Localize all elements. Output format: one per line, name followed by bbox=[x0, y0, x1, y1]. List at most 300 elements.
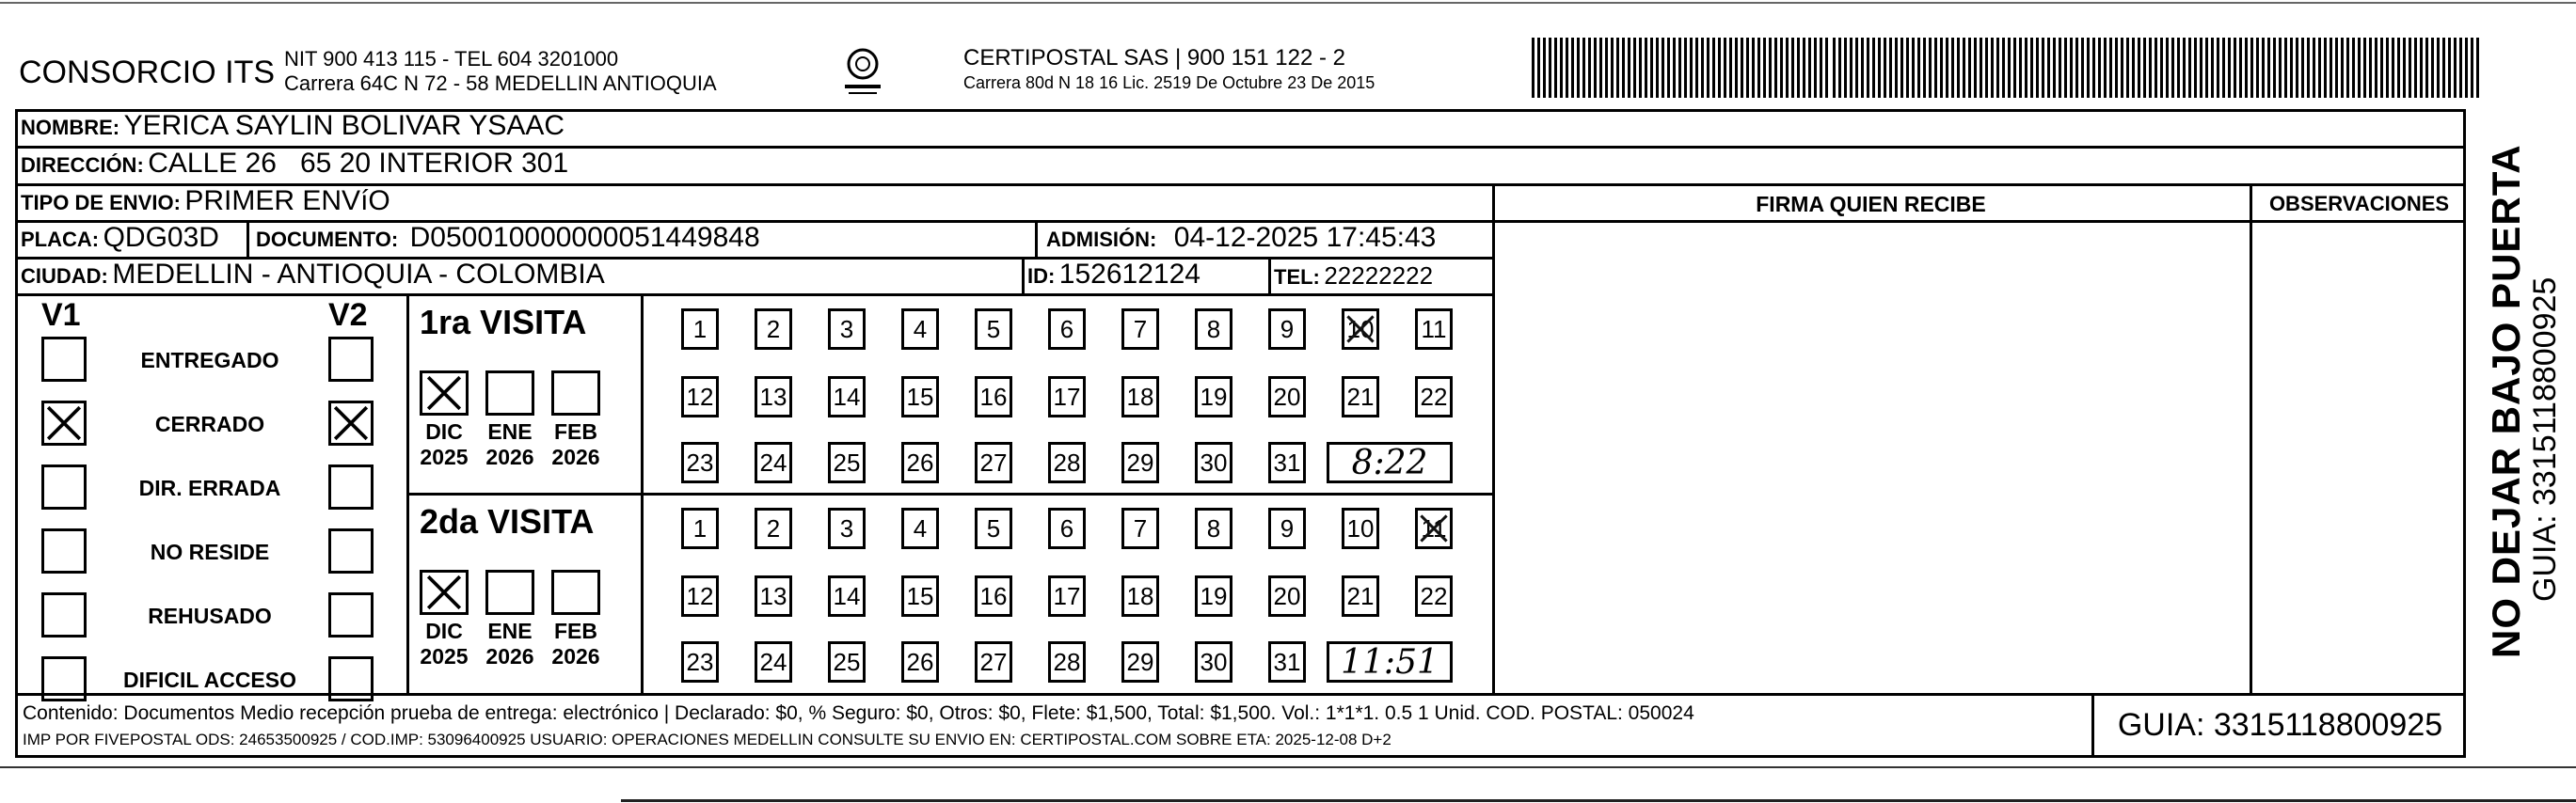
barcode-bar bbox=[1929, 38, 1932, 98]
visit-time-box[interactable] bbox=[1327, 641, 1453, 683]
barcode-bar bbox=[2392, 38, 2394, 98]
company-line2: Carrera 64C N 72 - 58 MEDELLIN ANTIOQUIA bbox=[284, 71, 717, 95]
barcode-bar bbox=[1769, 38, 1772, 98]
barcode-bar bbox=[1729, 38, 1732, 98]
barcode-bar bbox=[1554, 38, 1557, 98]
day-box[interactable]: 12 bbox=[681, 575, 719, 617]
admision-value: 04-12-2025 17:45:43 bbox=[1173, 222, 1437, 253]
day-box[interactable]: 28 bbox=[1048, 442, 1086, 483]
barcode-bar bbox=[2092, 38, 2095, 98]
barcode-bar bbox=[2109, 38, 2112, 98]
status-v2-checkbox[interactable] bbox=[328, 337, 374, 382]
barcode-bar bbox=[2437, 38, 2440, 98]
v2-label: V2 bbox=[328, 297, 368, 333]
barcode-bar bbox=[2183, 38, 2186, 98]
status-option-label: NO RESIDE bbox=[150, 540, 270, 564]
barcode-bar bbox=[1571, 38, 1574, 98]
day-box[interactable]: 23 bbox=[681, 641, 719, 683]
barcode-bar bbox=[2194, 38, 2197, 98]
barcode-bar bbox=[2132, 38, 2135, 98]
status-v2-checkbox[interactable] bbox=[328, 401, 374, 446]
visit-time-box[interactable] bbox=[1327, 442, 1453, 483]
barcode-bar bbox=[1797, 38, 1800, 98]
barcode-bar bbox=[2075, 38, 2078, 98]
barcode-bar bbox=[2143, 38, 2146, 98]
barcode-bar bbox=[2262, 38, 2265, 98]
barcode-bar bbox=[2059, 38, 2061, 98]
visit-month-checkbox[interactable] bbox=[420, 570, 469, 615]
day-box[interactable]: 24 bbox=[755, 641, 792, 683]
day-box[interactable]: 31 bbox=[1268, 641, 1306, 683]
day-box[interactable]: 22 bbox=[1415, 575, 1453, 617]
barcode-bar bbox=[1786, 38, 1789, 98]
barcode-bar bbox=[1861, 38, 1864, 98]
barcode-bar bbox=[1735, 38, 1738, 98]
barcode-bar bbox=[1532, 38, 1534, 98]
visit-month-checkbox[interactable] bbox=[551, 570, 600, 615]
barcode-bar bbox=[2234, 38, 2236, 98]
barcode-bar bbox=[1906, 38, 1909, 98]
status-v2-checkbox[interactable] bbox=[328, 528, 374, 574]
barcode-bar bbox=[1588, 38, 1591, 98]
barcode-bar bbox=[2403, 38, 2406, 98]
visit-month-label bbox=[413, 419, 475, 470]
barcode-bar bbox=[1808, 38, 1811, 98]
status-v1-checkbox[interactable] bbox=[41, 337, 87, 382]
barcode-bar bbox=[2070, 38, 2073, 98]
barcode-bar bbox=[1549, 38, 1551, 98]
barcode-bar bbox=[1780, 38, 1783, 98]
barcode-bar bbox=[1690, 38, 1693, 98]
month-name: DIC bbox=[425, 619, 463, 643]
barcode-bar bbox=[2465, 38, 2468, 98]
ciudad-label: CIUDAD: bbox=[21, 264, 108, 288]
barcode-bar bbox=[2284, 38, 2287, 98]
visit-month-label bbox=[545, 419, 607, 470]
day-box[interactable]: 20 bbox=[1268, 376, 1306, 417]
day-box[interactable]: 19 bbox=[1195, 575, 1232, 617]
status-v2-checkbox[interactable] bbox=[328, 656, 374, 701]
day-box[interactable]: 6 bbox=[1048, 508, 1086, 549]
barcode-bar bbox=[2425, 38, 2428, 98]
nombre-value: YERICA SAYLIN BOLIVAR YSAAC bbox=[123, 110, 565, 141]
day-box[interactable]: 29 bbox=[1121, 641, 1159, 683]
barcode-bar bbox=[1820, 38, 1822, 98]
barcode-bar bbox=[2104, 38, 2107, 98]
month-name: ENE bbox=[487, 419, 533, 444]
barcode-bar bbox=[1605, 38, 1608, 98]
visit-month-label bbox=[413, 619, 475, 669]
month-year: 2026 bbox=[551, 644, 600, 669]
status-option-label: REHUSADO bbox=[148, 604, 272, 628]
day-box[interactable]: 22 bbox=[1415, 376, 1453, 417]
barcode-bar bbox=[2256, 38, 2259, 98]
day-box[interactable]: 5 bbox=[975, 308, 1012, 350]
barcode-bar bbox=[1884, 38, 1886, 98]
day-box[interactable]: 7 bbox=[1121, 308, 1159, 350]
tel-label: TEL: bbox=[1274, 265, 1320, 289]
barcode-bar bbox=[2454, 38, 2457, 98]
barcode-bar bbox=[2002, 38, 2005, 98]
barcode-bar bbox=[2273, 38, 2276, 98]
partner-line1: CERTIPOSTAL SAS | 900 151 122 - 2 bbox=[963, 45, 1345, 71]
footer-line1: Contenido: Documentos Medio recepción prueba de entrega: electrónico | Declarado: $0, % Seguro: $0, Otros: $0, Flete: $1,500, Total: $1,500. Vol.: 1*1*1. 0.5 1 Unid. COD. POSTAL: 050024 bbox=[23, 702, 1694, 724]
day-box[interactable]: 8 bbox=[1195, 508, 1232, 549]
day-box[interactable]: 26 bbox=[901, 442, 939, 483]
status-v1-checkbox[interactable] bbox=[41, 401, 87, 446]
day-box[interactable]: 26 bbox=[901, 641, 939, 683]
barcode-graphic bbox=[1532, 38, 2482, 98]
visit-month-label bbox=[479, 619, 541, 669]
barcode-bar bbox=[1537, 38, 1540, 98]
company-line1: NIT 900 413 115 - TEL 604 3201000 bbox=[284, 47, 619, 71]
barcode-bar bbox=[2471, 38, 2473, 98]
barcode-bar bbox=[2375, 38, 2377, 98]
barcode-bar bbox=[1974, 38, 1977, 98]
barcode-bar bbox=[2448, 38, 2451, 98]
barcode-bar bbox=[1582, 38, 1585, 98]
barcode-bar bbox=[2420, 38, 2423, 98]
day-box[interactable]: 2 bbox=[755, 308, 792, 350]
barcode-bar bbox=[1724, 38, 1726, 98]
barcode-bar bbox=[1566, 38, 1568, 98]
barcode-bar bbox=[1917, 38, 1920, 98]
day-box[interactable]: 2 bbox=[755, 508, 792, 549]
day-box[interactable]: 11 bbox=[1415, 308, 1453, 350]
barcode-bar bbox=[2166, 38, 2169, 98]
month-year: 2025 bbox=[420, 445, 469, 469]
barcode-bar bbox=[2126, 38, 2129, 98]
barcode-bar bbox=[1633, 38, 1636, 98]
footer-line2: IMP POR FIVEPOSTAL ODS: 24653500925 / COD.IMP: 53096400925 USUARIO: OPERACIONES MEDELLIN CONSULTE SU ENVIO EN: CERTIPOSTAL.COM SOBRE ETA: 2025-12-08 D+2 bbox=[23, 731, 1391, 748]
id-value: 152612124 bbox=[1058, 259, 1201, 290]
barcode-bar bbox=[1741, 38, 1743, 98]
day-box[interactable]: 31 bbox=[1268, 442, 1306, 483]
day-box[interactable]: 7 bbox=[1121, 508, 1159, 549]
status-v1-checkbox[interactable] bbox=[41, 592, 87, 638]
barcode-bar bbox=[1889, 38, 1892, 98]
day-box[interactable]: 15 bbox=[901, 575, 939, 617]
barcode-bar bbox=[1867, 38, 1869, 98]
barcode-bar bbox=[1628, 38, 1630, 98]
barcode-bar bbox=[1560, 38, 1563, 98]
barcode-bar bbox=[2121, 38, 2123, 98]
barcode-bar bbox=[2414, 38, 2417, 98]
barcode-bar bbox=[1878, 38, 1881, 98]
barcode-bar bbox=[2318, 38, 2321, 98]
visit-month-checkbox[interactable] bbox=[551, 370, 600, 416]
barcode-bar bbox=[2160, 38, 2163, 98]
day-box[interactable]: 3 bbox=[828, 508, 866, 549]
placa-value: QDG03D bbox=[103, 222, 219, 253]
barcode-bar bbox=[1803, 38, 1805, 98]
tipo-envio-value: PRIMER ENVíO bbox=[184, 185, 390, 216]
barcode-bar bbox=[1996, 38, 1999, 98]
barcode-bar bbox=[1844, 38, 1847, 98]
month-name: FEB bbox=[554, 619, 597, 643]
visit-time: 11:51 bbox=[1341, 642, 1439, 682]
status-v1-checkbox[interactable] bbox=[41, 528, 87, 574]
day-box[interactable]: 24 bbox=[755, 442, 792, 483]
day-box[interactable]: 1 bbox=[681, 508, 719, 549]
barcode-bar bbox=[2341, 38, 2344, 98]
month-name: ENE bbox=[487, 619, 533, 643]
barcode-bar bbox=[2171, 38, 2174, 98]
barcode-bar bbox=[2177, 38, 2180, 98]
barcode-bar bbox=[2335, 38, 2338, 98]
barcode-bar bbox=[2081, 38, 2084, 98]
visit-title: 2da VISITA bbox=[420, 502, 595, 541]
day-box[interactable]: 1 bbox=[681, 308, 719, 350]
barcode-bar bbox=[2301, 38, 2304, 98]
barcode-bar bbox=[2013, 38, 2016, 98]
day-box[interactable]: 18 bbox=[1121, 376, 1159, 417]
visit-month-checkbox[interactable] bbox=[485, 370, 534, 416]
visit-month-label bbox=[545, 619, 607, 669]
nombre-label: NOMBRE: bbox=[21, 116, 120, 139]
barcode-bar bbox=[1900, 38, 1903, 98]
visit-time: 8:22 bbox=[1351, 443, 1428, 482]
v1-label: V1 bbox=[41, 297, 81, 333]
barcode-bar bbox=[1684, 38, 1687, 98]
barcode-bar bbox=[1746, 38, 1749, 98]
side-guia: GUIA: 3315118800925 bbox=[2527, 276, 2563, 602]
day-box[interactable]: 8 bbox=[1195, 308, 1232, 350]
barcode-bar bbox=[2188, 38, 2191, 98]
barcode-bar bbox=[1616, 38, 1619, 98]
visit-month-label bbox=[479, 419, 541, 470]
status-v2-checkbox[interactable] bbox=[328, 464, 374, 510]
barcode-bar bbox=[1757, 38, 1760, 98]
barcode-bar bbox=[2138, 38, 2140, 98]
day-box[interactable]: 10 bbox=[1342, 508, 1379, 549]
barcode-bar bbox=[1645, 38, 1647, 98]
barcode-bar bbox=[2030, 38, 2033, 98]
visit-month-checkbox[interactable] bbox=[485, 570, 534, 615]
barcode-bar bbox=[1543, 38, 1546, 98]
barcode-bar bbox=[2042, 38, 2044, 98]
status-option-label: ENTREGADO bbox=[140, 348, 279, 372]
barcode-bar bbox=[1599, 38, 1602, 98]
barcode-bar bbox=[1814, 38, 1817, 98]
barcode-bar bbox=[2098, 38, 2101, 98]
barcode-bar bbox=[2115, 38, 2118, 98]
month-year: 2026 bbox=[551, 445, 600, 469]
day-box[interactable]: 11 bbox=[1415, 508, 1453, 549]
documento-label: DOCUMENTO: bbox=[256, 228, 399, 251]
barcode-bar bbox=[1701, 38, 1704, 98]
barcode-bar bbox=[1825, 38, 1828, 98]
barcode-bar bbox=[2205, 38, 2208, 98]
barcode-bar bbox=[2442, 38, 2445, 98]
barcode-bar bbox=[1707, 38, 1709, 98]
tel-value: 22222222 bbox=[1324, 261, 1434, 290]
day-box[interactable]: 9 bbox=[1268, 308, 1306, 350]
barcode-bar bbox=[1695, 38, 1698, 98]
barcode-bar bbox=[1957, 38, 1960, 98]
barcode-bar bbox=[1934, 38, 1937, 98]
day-box[interactable]: 27 bbox=[975, 442, 1012, 483]
barcode-bar bbox=[2431, 38, 2434, 98]
barcode-bar bbox=[1594, 38, 1597, 98]
barcode-bar bbox=[2290, 38, 2293, 98]
barcode-bar bbox=[1712, 38, 1715, 98]
day-box[interactable]: 12 bbox=[681, 376, 719, 417]
day-box[interactable]: 17 bbox=[1048, 376, 1086, 417]
barcode-bar bbox=[2296, 38, 2298, 98]
visit-month-checkbox[interactable] bbox=[420, 370, 469, 416]
day-box[interactable]: 29 bbox=[1121, 442, 1159, 483]
day-box[interactable]: 5 bbox=[975, 508, 1012, 549]
month-name: FEB bbox=[554, 419, 597, 444]
partner-line2: Carrera 80d N 18 16 Lic. 2519 De Octubre 23 De 2015 bbox=[963, 73, 1375, 92]
barcode-bar bbox=[1752, 38, 1755, 98]
month-year: 2026 bbox=[485, 445, 534, 469]
day-box[interactable]: 23 bbox=[681, 442, 719, 483]
visit-title: 1ra VISITA bbox=[420, 303, 587, 341]
status-v1-checkbox[interactable] bbox=[41, 464, 87, 510]
status-option-label: DIR. ERRADA bbox=[138, 476, 281, 500]
barcode-bar bbox=[1718, 38, 1721, 98]
tipo-envio-label: TIPO DE ENVIO: bbox=[21, 191, 181, 214]
day-box[interactable]: 17 bbox=[1048, 575, 1086, 617]
day-box[interactable]: 16 bbox=[975, 376, 1012, 417]
id-label: ID: bbox=[1027, 264, 1056, 288]
direccion-value: CALLE 26 65 20 INTERIOR 301 bbox=[148, 148, 569, 179]
barcode-bar bbox=[1678, 38, 1681, 98]
barcode-bar bbox=[1912, 38, 1915, 98]
barcode-bar bbox=[1622, 38, 1625, 98]
barcode-bar bbox=[2053, 38, 2056, 98]
barcode-bar bbox=[2239, 38, 2242, 98]
day-box[interactable]: 15 bbox=[901, 376, 939, 417]
day-box[interactable]: 9 bbox=[1268, 508, 1306, 549]
barcode-bar bbox=[1639, 38, 1642, 98]
firma-header: FIRMA QUIEN RECIBE bbox=[1756, 192, 1986, 216]
day-box[interactable]: 10 bbox=[1342, 308, 1379, 350]
barcode-bar bbox=[2267, 38, 2270, 98]
barcode-bar bbox=[2228, 38, 2231, 98]
barcode-bar bbox=[1611, 38, 1614, 98]
barcode-bar bbox=[1940, 38, 1943, 98]
barcode-bar bbox=[2149, 38, 2152, 98]
day-box[interactable]: 6 bbox=[1048, 308, 1086, 350]
barcode-bar bbox=[2476, 38, 2479, 98]
barcode-bar bbox=[1991, 38, 1994, 98]
barcode-bar bbox=[2363, 38, 2366, 98]
barcode-bar bbox=[2250, 38, 2253, 98]
day-box[interactable]: 21 bbox=[1342, 376, 1379, 417]
barcode-bar bbox=[2008, 38, 2011, 98]
barcode-bar bbox=[1838, 38, 1841, 98]
barcode-bar bbox=[1895, 38, 1898, 98]
barcode-bar bbox=[2352, 38, 2355, 98]
barcode-bar bbox=[2279, 38, 2282, 98]
barcode-bar bbox=[1791, 38, 1794, 98]
day-box[interactable]: 30 bbox=[1195, 442, 1232, 483]
barcode-bar bbox=[2409, 38, 2411, 98]
day-box[interactable]: 25 bbox=[828, 442, 866, 483]
barcode-bar bbox=[2346, 38, 2349, 98]
footer-guia: GUIA: 3315118800925 bbox=[2117, 707, 2443, 743]
barcode-bar bbox=[2369, 38, 2372, 98]
barcode-bar bbox=[2380, 38, 2383, 98]
barcode-bar bbox=[2200, 38, 2202, 98]
barcode-bar bbox=[2064, 38, 2067, 98]
barcode-bar bbox=[1650, 38, 1653, 98]
barcode-bar bbox=[1763, 38, 1766, 98]
barcode-bar bbox=[2222, 38, 2225, 98]
barcode-bar bbox=[1673, 38, 1676, 98]
barcode-bar bbox=[2019, 38, 2022, 98]
day-box[interactable]: 13 bbox=[755, 376, 792, 417]
barcode-bar bbox=[1577, 38, 1580, 98]
side-warning: NO DEJAR BAJO PUERTA bbox=[2484, 144, 2528, 658]
barcode-bar bbox=[2324, 38, 2327, 98]
barcode-bar bbox=[2025, 38, 2027, 98]
status-v1-checkbox[interactable] bbox=[41, 656, 87, 701]
day-box[interactable]: 19 bbox=[1195, 376, 1232, 417]
barcode-bar bbox=[2245, 38, 2248, 98]
day-box[interactable]: 25 bbox=[828, 641, 866, 683]
day-box[interactable]: 14 bbox=[828, 575, 866, 617]
barcode-bar bbox=[1872, 38, 1875, 98]
status-option-label: CERRADO bbox=[154, 412, 265, 436]
barcode-bar bbox=[2307, 38, 2310, 98]
barcode-bar bbox=[1656, 38, 1659, 98]
barcode-bar bbox=[2217, 38, 2219, 98]
barcode-bar bbox=[2386, 38, 2389, 98]
barcode-bar bbox=[1963, 38, 1965, 98]
barcode-bar bbox=[2036, 38, 2039, 98]
barcode-bar bbox=[2459, 38, 2462, 98]
day-box[interactable]: 27 bbox=[975, 641, 1012, 683]
day-box[interactable]: 18 bbox=[1121, 575, 1159, 617]
barcode-bar bbox=[1923, 38, 1926, 98]
barcode-bar bbox=[2330, 38, 2332, 98]
day-box[interactable]: 4 bbox=[901, 508, 939, 549]
day-box[interactable]: 16 bbox=[975, 575, 1012, 617]
barcode-bar bbox=[1850, 38, 1852, 98]
barcode-bar bbox=[2397, 38, 2400, 98]
day-box[interactable]: 13 bbox=[755, 575, 792, 617]
status-option-label: DIFICIL ACCESO bbox=[122, 668, 296, 692]
company-name: CONSORCIO ITS bbox=[19, 55, 276, 90]
day-box[interactable]: 20 bbox=[1268, 575, 1306, 617]
placa-label: PLACA: bbox=[21, 228, 100, 251]
day-box[interactable]: 14 bbox=[828, 376, 866, 417]
day-box[interactable]: 28 bbox=[1048, 641, 1086, 683]
barcode-bar bbox=[2211, 38, 2214, 98]
month-year: 2026 bbox=[485, 644, 534, 669]
status-v2-checkbox[interactable] bbox=[328, 592, 374, 638]
admision-label: ADMISIÓN: bbox=[1046, 228, 1157, 251]
barcode-bar bbox=[1985, 38, 1988, 98]
barcode-bar bbox=[1855, 38, 1858, 98]
documento-value: D050010000000051449848 bbox=[409, 222, 760, 253]
day-box[interactable]: 4 bbox=[901, 308, 939, 350]
ciudad-value: MEDELLIN - ANTIOQUIA - COLOMBIA bbox=[112, 259, 605, 290]
day-box[interactable]: 30 bbox=[1195, 641, 1232, 683]
barcode-bar bbox=[2155, 38, 2157, 98]
certipostal-logo bbox=[839, 43, 886, 98]
month-name: DIC bbox=[425, 419, 463, 444]
barcode-bar bbox=[1662, 38, 1664, 98]
barcode-bar bbox=[1968, 38, 1971, 98]
barcode-bar bbox=[1774, 38, 1777, 98]
day-box[interactable]: 3 bbox=[828, 308, 866, 350]
day-box[interactable]: 21 bbox=[1342, 575, 1379, 617]
